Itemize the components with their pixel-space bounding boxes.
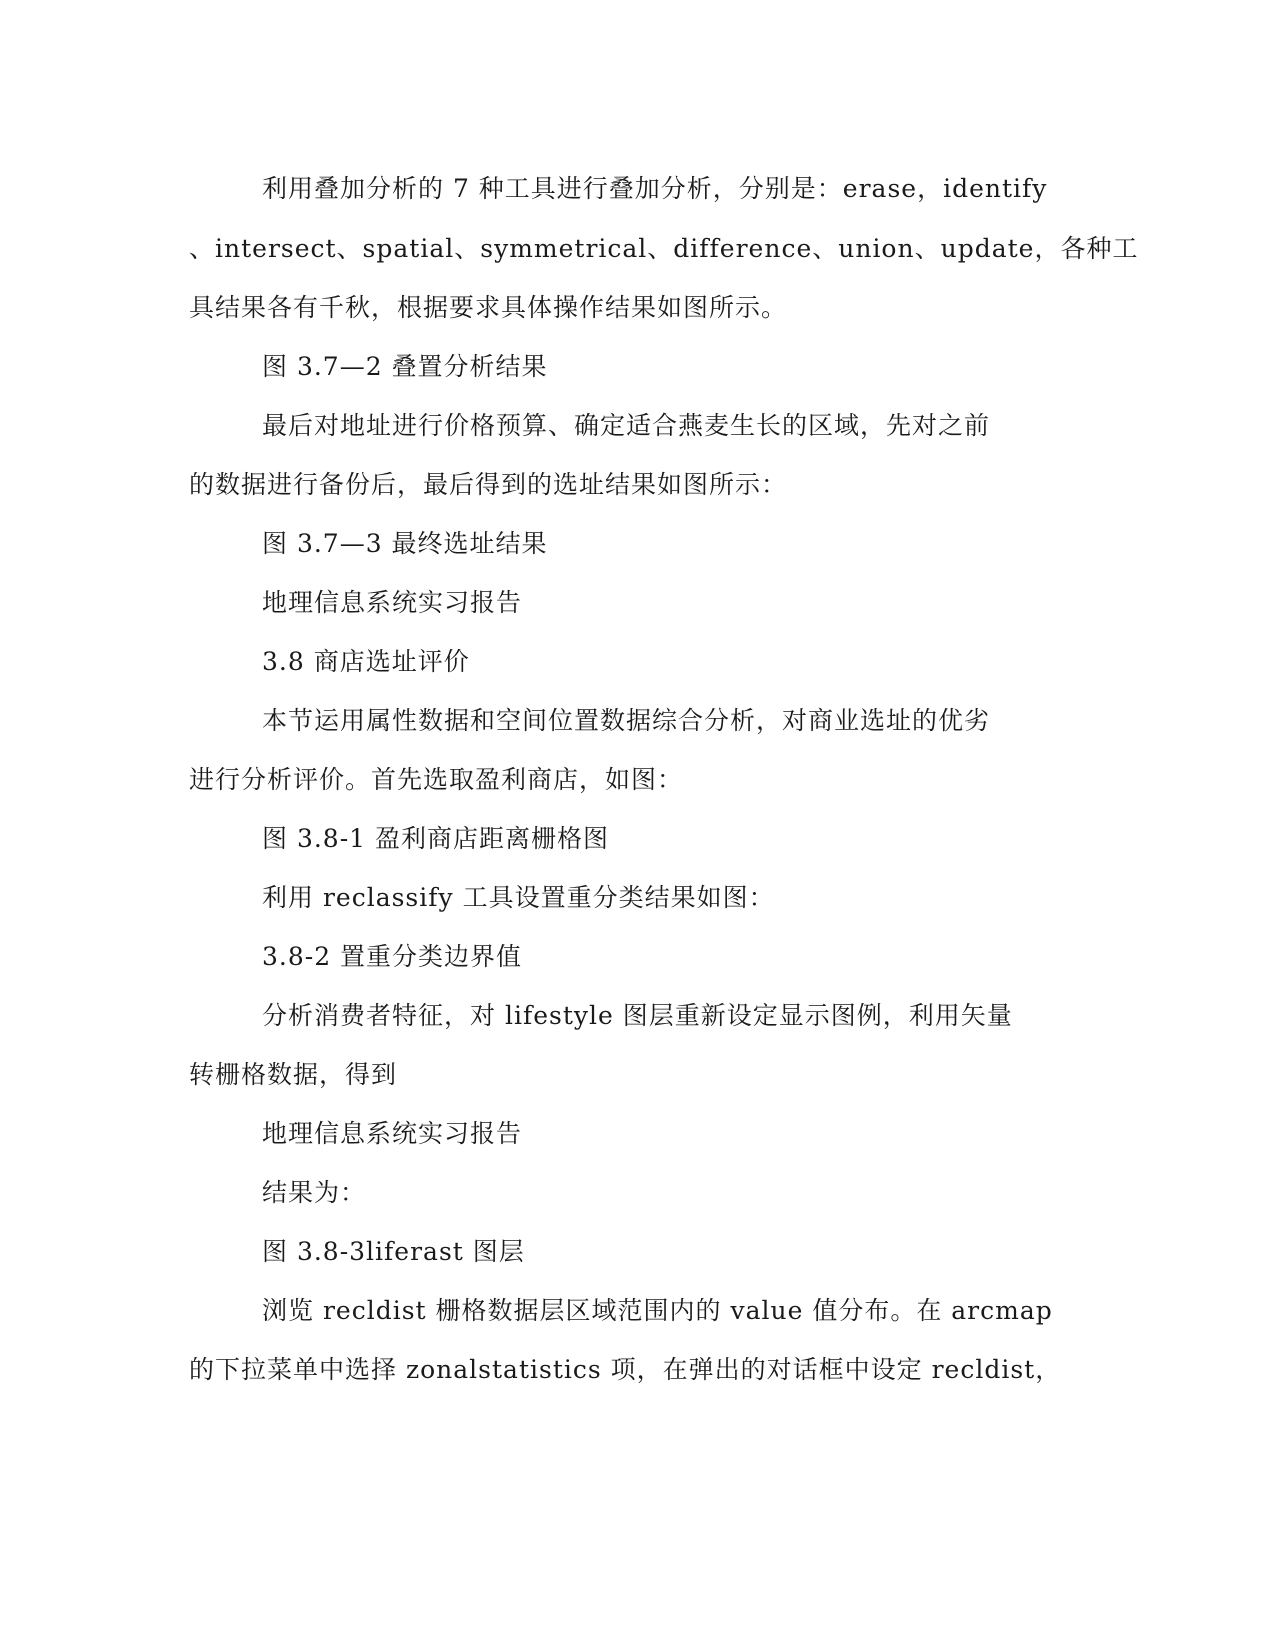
section-heading-3-8: 3.8 商店选址评价 xyxy=(262,647,470,676)
paragraph-store-evaluation-line-1: 本节运用属性数据和空间位置数据综合分析，对商业选址的优劣 xyxy=(262,706,991,735)
paragraph-zonal-line-2: 的下拉菜单中选择 zonalstatistics 项，在弹出的对话框中设定 recldist， xyxy=(189,1355,1062,1384)
paragraph-site-selection-line-1: 最后对地址进行价格预算、确定适合燕麦生长的区域，先对之前 xyxy=(262,411,991,440)
paragraph-overlay-tools-line-3: 具结果各有千秋，根据要求具体操作结果如图所示。 xyxy=(189,293,788,322)
paragraph-zonal-line-1: 浏览 recldist 栅格数据层区域范围内的 value 值分布。在 arcmap xyxy=(262,1296,1053,1325)
figure-caption-3-8-3: 图 3.8-3liferast 图层 xyxy=(262,1237,525,1266)
paragraph-consumer-line-2: 转栅格数据，得到 xyxy=(189,1060,398,1089)
paragraph-overlay-tools-line-1: 利用叠加分析的 7 种工具进行叠加分析，分别是：erase，identify xyxy=(262,174,1048,203)
paragraph-result-label: 结果为： xyxy=(262,1178,367,1207)
paragraph-reclassify: 利用 reclassify 工具设置重分类结果如图： xyxy=(262,883,775,912)
paragraph-store-evaluation-line-2: 进行分析评价。首先选取盈利商店，如图： xyxy=(189,765,684,794)
running-header-2: 地理信息系统实习报告 xyxy=(262,1119,523,1148)
figure-caption-3-7-3: 图 3.7—3 最终选址结果 xyxy=(262,529,548,558)
paragraph-overlay-tools-line-2: 、intersect、spatial、symmetrical、difference、union、update，各种工 xyxy=(189,234,1139,263)
paragraph-site-selection-line-2: 的数据进行备份后，最后得到的选址结果如图所示： xyxy=(189,470,788,499)
figure-caption-3-8-2: 3.8-2 置重分类边界值 xyxy=(262,942,523,971)
figure-caption-3-8-1: 图 3.8-1 盈利商店距离栅格图 xyxy=(262,824,610,853)
running-header-1: 地理信息系统实习报告 xyxy=(262,588,523,617)
paragraph-consumer-line-1: 分析消费者特征，对 lifestyle 图层重新设定显示图例，利用矢量 xyxy=(262,1001,1013,1030)
figure-caption-3-7-2: 图 3.7—2 叠置分析结果 xyxy=(262,352,548,381)
